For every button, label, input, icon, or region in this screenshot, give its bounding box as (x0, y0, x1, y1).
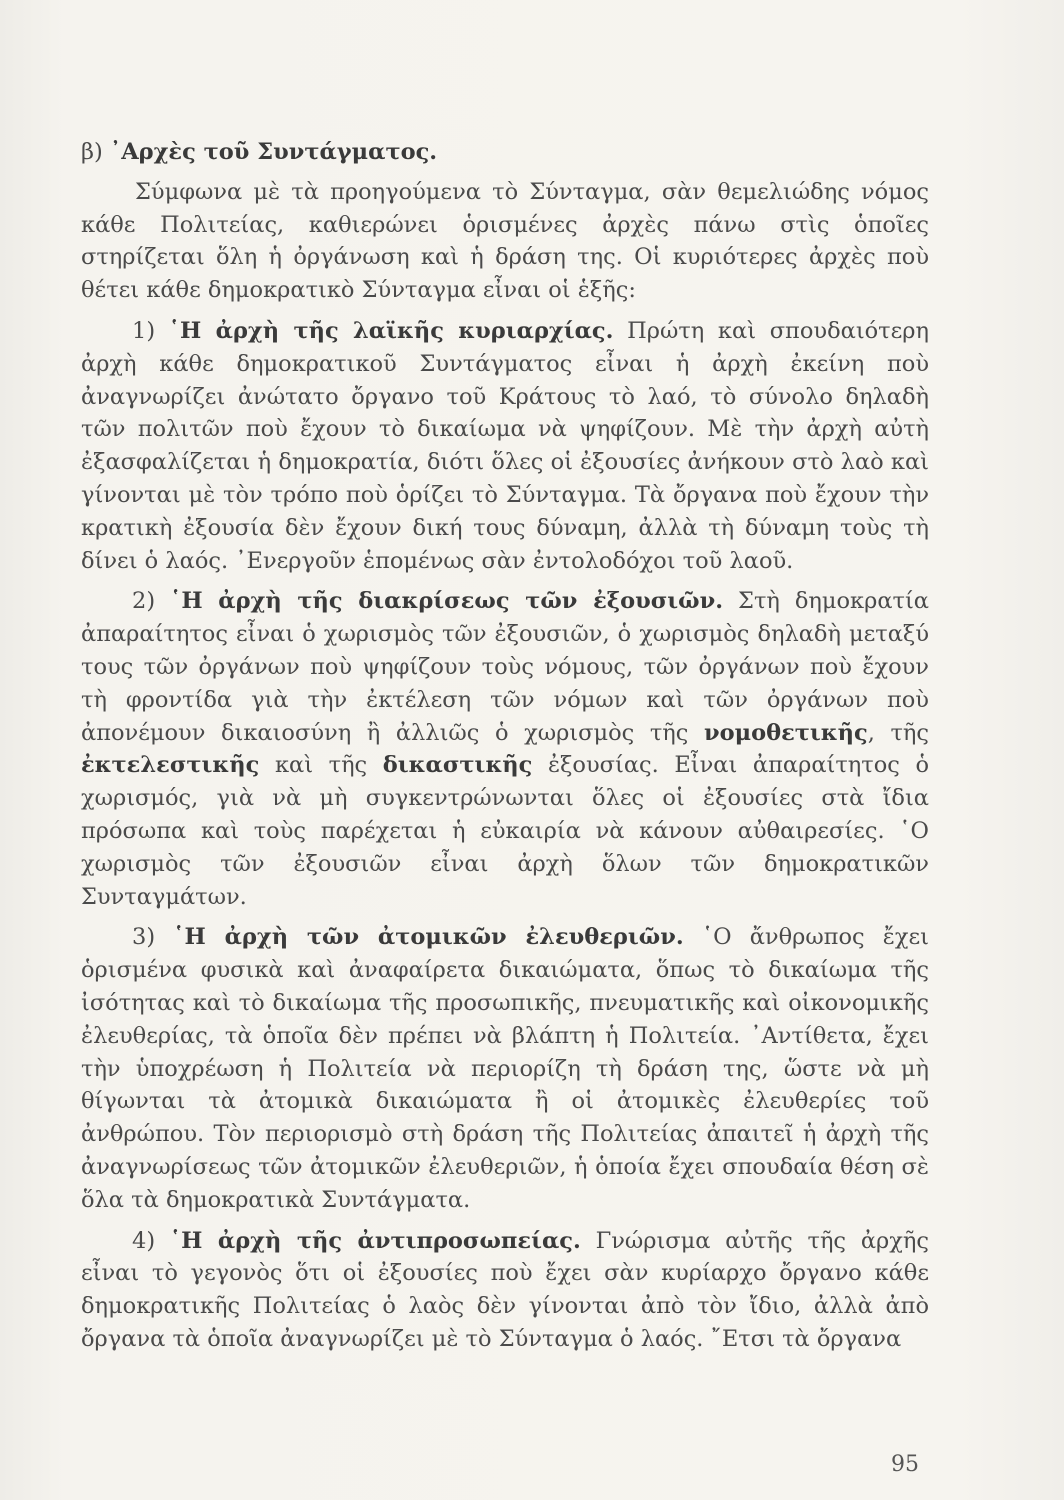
principle-2-body-b: ἐξουσίας. Εἶναι ἀπαραίτητος ὁ χωρισμός, γιὰ νὰ μὴ συγκεντρώνωνται ὅλες οἱ ἐξουσίες στὰ ἴδια πρόσωπα καὶ τοὺς παρέχεται ἡ εὐκαιρία νὰ κάνουν αὐθαιρεσίες. ῾Ο χωρισμὸς τῶν ἐξουσιῶν εἶναι ἀρχὴ ὅλων τῶν δημοκρατικῶν Συνταγμάτων. (81, 752, 929, 910)
page-number: 95 (891, 1452, 919, 1477)
term-judicial: δικαστικῆς (382, 752, 533, 779)
principle-2-body-a: Στὴ δημοκρατία ἀπαραίτητος εἶναι ὁ χωρισμὸς τῶν ἐξουσιῶν, ὁ χωρισμὸς δηλαδὴ μεταξύ τους τῶν ὀργάνων ποὺ ψηφίζουν τοὺς νόμους, τῶν ὀργάνων ποὺ ἔχουν τὴ φροντίδα γιὰ τὴν ἐκτέλεση τῶν νόμων καὶ τῶν ὀργάνων ποὺ ἀπονέμουν δικαιοσύνη ἢ ἀλλιῶς ὁ χωρισμὸς τῆς (81, 588, 930, 746)
principle-3-body: ῾Ο ἄνθρωπος ἔχει ὁρισμένα φυσικὰ καὶ ἀναφαίρετα δικαιώματα, ὅπως τὸ δικαίωμα τῆς ἰσότητας καὶ τὸ δικαίωμα τῆς προσωπικῆς, πνευματικῆς καὶ οἰκονομικῆς ἐλευθερίας, τὰ ὁποῖα δὲν πρέπει νὰ βλάπτη ἡ Πολιτεία. ᾽Αντίθετα, ἔχει τὴν ὑποχρέωση ἡ Πολιτεία νὰ περιορίζη τὴ δράση της, ὥστε νὰ μὴ θίγωνται τὰ ἀτομικὰ δικαιώματα ἢ οἱ ἀτομικὲς ἐλευθερίες τοῦ ἀνθρώπου. Τὸν περιορισμὸ στὴ δράση τῆς Πολιτείας ἀπαιτεῖ ἡ ἀρχὴ τῆς ἀναγνωρίσεως τῶν ἀτομικῶν ἐλευθεριῶν, ἡ ὁποία ἔχει σπουδαία θέση σὲ ὅλα τὰ δημοκρατικὰ Συντάγματα. (81, 924, 929, 1213)
text-block (81, 136, 929, 1364)
section-title: ᾽Αρχὲς τοῦ Συντάγματος. (109, 139, 438, 165)
principle-1-number: 1) (132, 317, 169, 344)
term-executive: ἐκτελεστικῆς (81, 752, 260, 779)
term-legislative: νομοθετικῆς (703, 719, 868, 746)
section-prefix: β) (81, 139, 110, 165)
principle-4-body: Γνώρισμα αὐτῆς τῆς ἀρχῆς εἶναι τὸ γεγονὸς ὅτι οἱ ἐξουσίες ποὺ ἔχει σὰν κυρίαρχο ὄργανο κάθε δημοκρατικῆς Πολιτείας ὁ λαὸς δὲν γίνονται ἀπὸ τὸν ἴδιο, ἀλλὰ ἀπὸ ὄργανα τὰ ὁποῖα ἀναγνωρίζει μὲ τὸ Σύνταγμα ὁ λαός. ῎Ετσι τὰ ὄργανα (81, 1227, 929, 1352)
principle-2-sep-1: , τῆς (867, 719, 929, 746)
principle-4-title: ῾Η ἀρχὴ τῆς ἀντιπροσωπείας. (169, 1227, 581, 1254)
principle-2-sep-2: καὶ τῆς (259, 752, 383, 779)
principle-1-body: Πρώτη καὶ σπουδαιότερη ἀρχὴ κάθε δημοκρατικοῦ Συντάγματος εἶναι ἡ ἀρχὴ ἐκείνη ποὺ ἀναγνωρίζει ἀνώτατο ὄργανο τοῦ Κράτους τὸ λαό, τὸ σύνολο δηλαδὴ τῶν πολιτῶν ποὺ ἔχουν τὸ δικαίωμα νὰ ψηφίζουν. Μὲ τὴν ἀρχὴ αὐτὴ ἐξασφαλίζεται ἡ δημοκρατία, διότι ὅλες οἱ ἐξουσίες ἀνήκουν στὸ λαὸ καὶ γίνονται μὲ τὸν τρόπο ποὺ ὁρίζει τὸ Σύνταγμα. Τὰ ὄργανα ποὺ ἔχουν τὴν κρατικὴ ἐξουσία δὲν ἔχουν δική τους δύναμη, ἀλλὰ τὴ δύναμη τοὺς τὴ δίνει ὁ λαός. ᾽Ενεργοῦν ἑπομένως σὰν ἐντολοδόχοι τοῦ λαοῦ. (81, 317, 929, 574)
principle-1-title: ῾Η ἀρχὴ τῆς λαϊκῆς κυριαρχίας. (168, 317, 614, 344)
principle-2-paragraph (81, 585, 929, 913)
principle-2-title: ῾Η ἀρχὴ τῆς διακρίσεως τῶν ἐξουσιῶν. (170, 588, 724, 615)
section-heading (81, 136, 929, 169)
intro-paragraph: Σύμφωνα μὲ τὰ προηγούμενα τὸ Σύνταγμα, σὰν θεμελιώδης νόμος κάθε Πολιτείας, καθιερώνει ὁρισμένες ἀρχὲς πάνω στὶς ὁποῖες στηρίζεται ὅλη ἡ ὀργάνωση καὶ ἡ δράση της. Οἱ κυριότερες ἀρχὲς ποὺ θέτει κάθε δημοκρατικὸ Σύνταγμα εἶναι οἱ ἑξῆς: (81, 178, 929, 304)
principle-2-number: 2) (132, 588, 171, 615)
principle-3-paragraph (81, 921, 929, 1216)
principle-3-number: 3) (132, 924, 174, 951)
principle-3-title: ῾Η ἀρχὴ τῶν ἀτομικῶν ἐλευθεριῶν. (173, 924, 684, 951)
principle-4-number: 4) (132, 1227, 170, 1254)
principle-1-paragraph (81, 315, 929, 577)
principle-4-paragraph (81, 1225, 929, 1356)
